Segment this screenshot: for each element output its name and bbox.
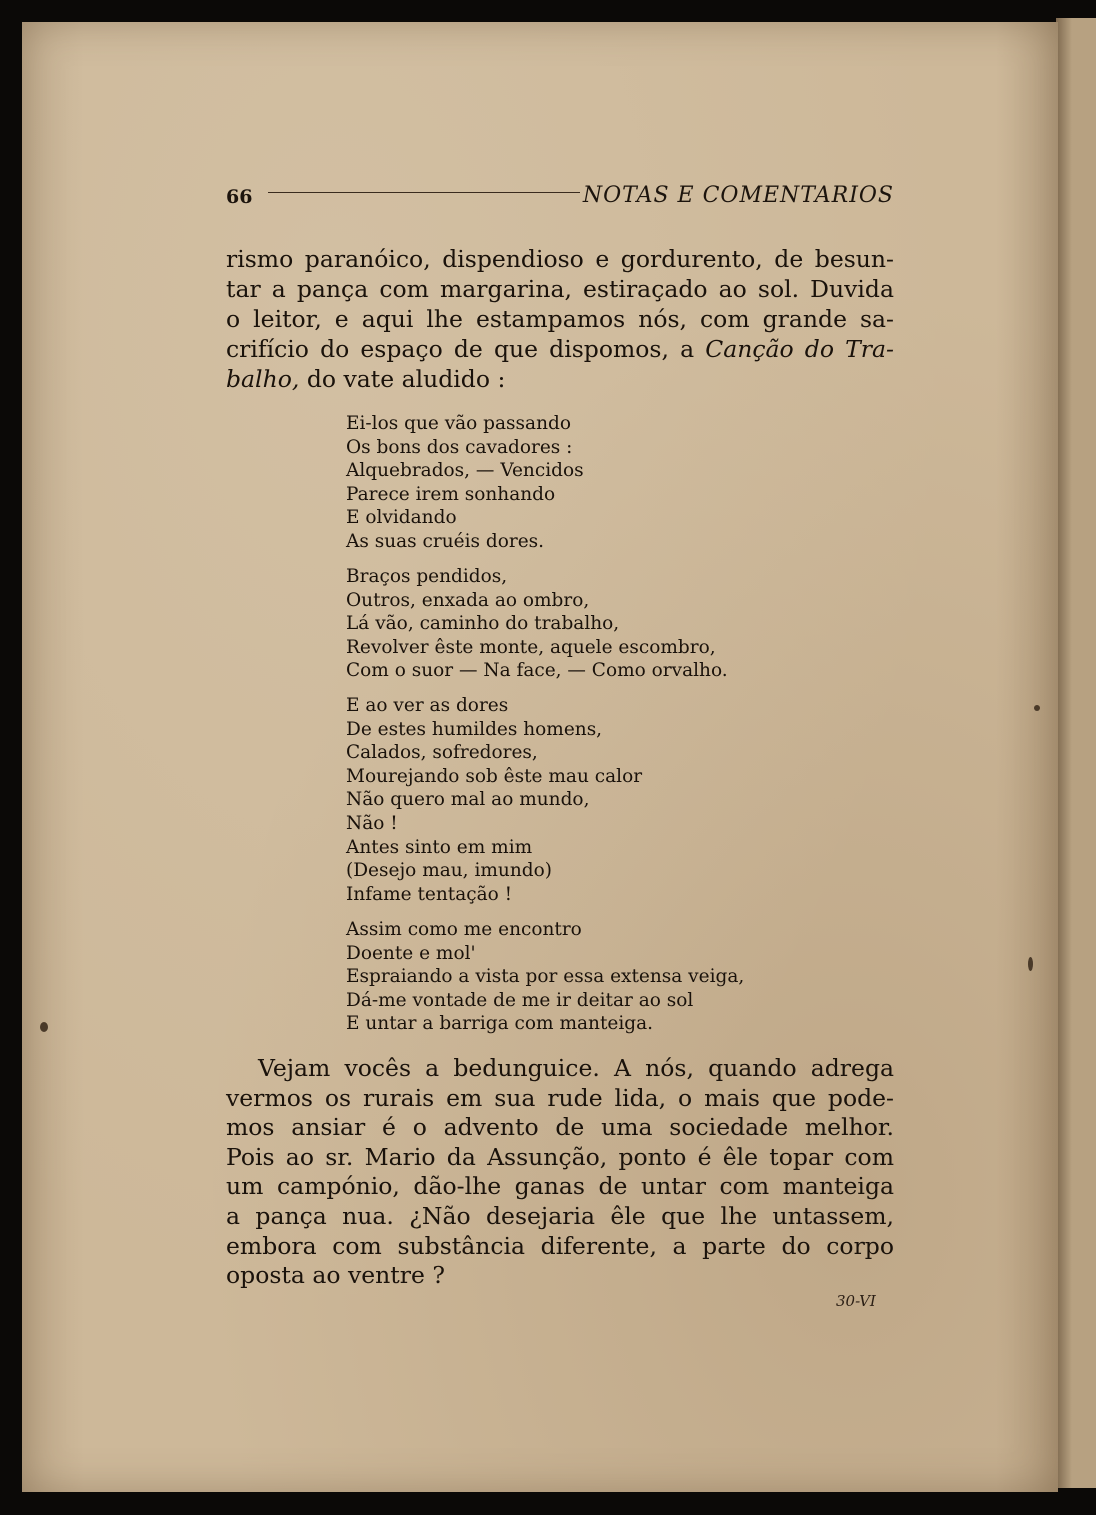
poem-line: Revolver êste monte, aquele escombro, (346, 636, 716, 658)
poem-stanza-4 (346, 918, 744, 1036)
paragraph-text: do vate aludido : (306, 365, 506, 393)
paragraph-line: rismo paranóico, dispendioso e gordurento, de besun- (226, 245, 894, 273)
poem-title-continued: balho, (226, 365, 300, 393)
poem-title: Canção do Tra- (705, 335, 894, 363)
poem-line: Doente e mol' (346, 942, 476, 964)
poem-line: Braços pendidos, (346, 566, 508, 587)
poem-line: Lá vão, caminho do trabalho, (346, 613, 620, 635)
poem-line: Assim como me encontro (346, 919, 582, 940)
poem-line: Espraiando a vista por essa extensa veiga, (346, 966, 745, 988)
header-rule (268, 192, 580, 193)
poem-line: E untar a barriga com manteiga. (346, 1013, 654, 1035)
poem-line: Parece irem sonhando (346, 483, 556, 505)
ink-speck (1028, 957, 1033, 971)
poem-stanza-1 (346, 412, 584, 554)
ink-speck (40, 1022, 48, 1032)
dateline: 30-VI (836, 1292, 876, 1310)
paragraph-line: embora com substância diferente, a parte do corpo (226, 1231, 894, 1260)
paragraph-line: o leitor, e aqui lhe estampamos nós, com grande sa- (226, 305, 894, 333)
adjacent-page-edge (1056, 18, 1096, 1488)
paragraph-line: Pois ao sr. Mario da Assunção, ponto é êle topar com (226, 1142, 894, 1171)
ink-speck (1034, 705, 1040, 711)
poem-line: Alquebrados, — Vencidos (346, 460, 584, 482)
running-title: NOTAS E COMENTARIOS (582, 183, 894, 208)
poem-line: Não quero mal ao mundo, (346, 789, 590, 811)
paragraph-line: Vejam vocês a bedunguice. A nós, quando adrega (258, 1054, 894, 1082)
poem-line: Não ! (346, 812, 398, 834)
poem-line: Infame tentação ! (346, 883, 513, 905)
poem-line: Mourejando sob êste mau calor (346, 765, 643, 787)
paragraph-line: vermos os rurais em sua rude lida, o mais que pode- (226, 1083, 894, 1112)
poem-line: As suas cruéis dores. (346, 530, 545, 552)
paragraph-line (226, 334, 894, 364)
paragraph-line: oposta ao ventre ? (226, 1261, 445, 1290)
poem-line: Ei-los que vão passando (346, 413, 571, 434)
paragraph-line (226, 364, 894, 394)
poem-line: Os bons dos cavadores : (346, 436, 573, 458)
opening-paragraph (226, 244, 894, 394)
paragraph-line: um campónio, dão-lhe ganas de untar com manteiga (226, 1172, 894, 1201)
poem-line: Calados, sofredores, (346, 742, 538, 764)
poem-line: Dá-me vontade de me ir deitar ao sol (346, 989, 694, 1011)
poem-line: Outros, enxada ao ombro, (346, 589, 590, 611)
running-head (226, 182, 894, 216)
poem-stanza-3 (346, 694, 642, 906)
paragraph-line: mos ansiar é o advento de uma sociedade melhor. (226, 1113, 894, 1142)
closing-paragraph (226, 1054, 894, 1291)
poem-stanza-2 (346, 565, 728, 683)
page-number: 66 (226, 186, 253, 208)
paragraph-text: crifício do espaço de que dispomos, a (226, 335, 695, 363)
poem-line: De estes humildes homens, (346, 718, 603, 740)
poem-line: Antes sinto em mim (346, 836, 533, 858)
poem-line: E olvidando (346, 507, 457, 529)
poem-line: Com o suor — Na face, — Como orvalho. (346, 660, 728, 682)
paragraph-line: tar a pança com margarina, estiraçado ao sol. Duvida (226, 275, 894, 303)
poem-line: (Desejo mau, imundo) (346, 860, 552, 882)
paragraph-line: a pança nua. ¿Não desejaria êle que lhe untassem, (226, 1201, 894, 1230)
poem-line: E ao ver as dores (346, 695, 509, 716)
